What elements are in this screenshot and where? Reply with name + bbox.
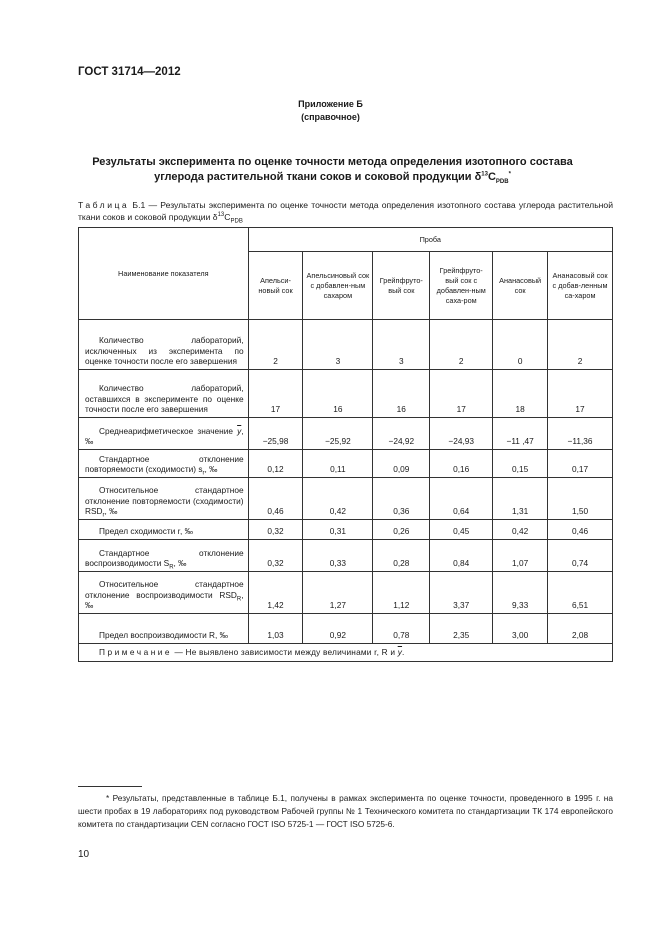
- header-indicator-name: Наименование показателя: [79, 228, 249, 320]
- value-cell: 0,64: [430, 478, 493, 520]
- row-label: Предел воспроизводимости R, ‰: [79, 614, 249, 644]
- value-cell: 17: [248, 370, 303, 418]
- value-cell: 2: [548, 320, 613, 370]
- row-label: Количество лабораторий, оставшихся в эксперименте по оценке точности после его завершения: [79, 370, 249, 418]
- table-note: Примечание — Не выявлено зависимости между величинами r, R и $\overline{y}$.: [79, 644, 613, 662]
- results-table: [78, 227, 613, 662]
- value-cell: 0,45: [430, 520, 493, 540]
- value-cell: 0,31: [303, 520, 373, 540]
- appendix-label: [0, 98, 661, 124]
- table-row: [79, 614, 613, 644]
- value-cell: 9,33: [493, 572, 548, 614]
- value-cell: 0,42: [303, 478, 373, 520]
- value-cell: −11 ,47: [493, 418, 548, 450]
- table-row: [79, 320, 613, 370]
- table-note-row: [79, 644, 613, 662]
- standard-header: ГОСТ 31714—2012: [78, 66, 181, 78]
- table-row: [79, 478, 613, 520]
- table-row: [79, 450, 613, 478]
- value-cell: 3,37: [430, 572, 493, 614]
- value-cell: 3,00: [493, 614, 548, 644]
- header-sample-4: Грейпфруто-вый сок с добавлен-ным саха-ром: [430, 252, 493, 320]
- value-cell: 2: [430, 320, 493, 370]
- row-label: Предел сходимости r, ‰: [79, 520, 249, 540]
- value-cell: 0,09: [373, 450, 430, 478]
- value-cell: 1,42: [248, 572, 303, 614]
- row-label: Относительное стандартное отклонение повторяемости (сходимости) $RSD_r$, ‰: [79, 478, 249, 520]
- value-cell: 0,46: [248, 478, 303, 520]
- value-cell: 0,17: [548, 450, 613, 478]
- header-sample-2: Апельсиновый сок с добавлен-ным сахаром: [303, 252, 373, 320]
- table-row: [79, 540, 613, 572]
- appendix-type: (справочное): [301, 112, 360, 122]
- footnote: * Результаты, представленные в таблице Б.1, получены в рамках эксперимента по оценке точности, проведенного в 1995 г. на шести пробах в 19 лабораториях под руководством Рабочей группы № 1 Технического комитета по стандартизации ТК 174 европейского комитета по стандартизации CEN согласно ГОСТ ISO 5725-1 — ГОСТ ISO 5725-6.: [78, 793, 613, 829]
- value-cell: 0,33: [303, 540, 373, 572]
- header-sample-group: Проба: [248, 228, 612, 252]
- value-cell: 0,92: [303, 614, 373, 644]
- value-cell: −25,92: [303, 418, 373, 450]
- value-cell: 0,74: [548, 540, 613, 572]
- header-sample-1: Апельси-новый сок: [248, 252, 303, 320]
- value-cell: 0,11: [303, 450, 373, 478]
- section-title: [70, 155, 595, 185]
- value-cell: 0,32: [248, 540, 303, 572]
- value-cell: 0,78: [373, 614, 430, 644]
- header-sample-3: Грейпфруто-вый сок: [373, 252, 430, 320]
- value-cell: 0,36: [373, 478, 430, 520]
- row-label: Среднеарифметическое значение $\overline{y}$, ‰: [79, 418, 249, 450]
- value-cell: 3: [303, 320, 373, 370]
- value-cell: 2,35: [430, 614, 493, 644]
- footnote-divider: [78, 786, 142, 787]
- table-row: [79, 370, 613, 418]
- header-sample-6: Ананасовый сок с добав-ленным са-харом: [548, 252, 613, 320]
- value-cell: 0,16: [430, 450, 493, 478]
- table-row: [79, 520, 613, 540]
- value-cell: 0,28: [373, 540, 430, 572]
- value-cell: 1,50: [548, 478, 613, 520]
- title-line-1: Результаты эксперимента по оценке точности метода определения изотопного состава: [92, 156, 573, 168]
- value-cell: −11,36: [548, 418, 613, 450]
- value-cell: 1,12: [373, 572, 430, 614]
- value-cell: 3: [373, 320, 430, 370]
- value-cell: 17: [430, 370, 493, 418]
- value-cell: 17: [548, 370, 613, 418]
- value-cell: 1,31: [493, 478, 548, 520]
- value-cell: 1,27: [303, 572, 373, 614]
- value-cell: 0,84: [430, 540, 493, 572]
- value-cell: 18: [493, 370, 548, 418]
- value-cell: 0,12: [248, 450, 303, 478]
- value-cell: 16: [373, 370, 430, 418]
- value-cell: 0,46: [548, 520, 613, 540]
- header-sample-5: Ананасовый сок: [493, 252, 548, 320]
- value-cell: 2,08: [548, 614, 613, 644]
- appendix-title: Приложение Б: [298, 99, 363, 109]
- value-cell: 2: [248, 320, 303, 370]
- value-cell: 0,42: [493, 520, 548, 540]
- value-cell: 1,07: [493, 540, 548, 572]
- table-row: [79, 572, 613, 614]
- row-label: Относительное стандартное отклонение воспроизводимости $RSD_R$, ‰: [79, 572, 249, 614]
- value-cell: −25,98: [248, 418, 303, 450]
- value-cell: 6,51: [548, 572, 613, 614]
- page-number: 10: [78, 849, 90, 860]
- row-label: Стандартное отклонение повторяемости (сходимости) $s_r$, ‰: [79, 450, 249, 478]
- row-label: Количество лабораторий, исключенных из эксперимента по оценке точности после его завершения: [79, 320, 249, 370]
- value-cell: 0,26: [373, 520, 430, 540]
- value-cell: 0: [493, 320, 548, 370]
- title-line-2: углерода растительной ткани соков и соковой продукции $\delta^{13}C_{PDB}^*$: [154, 171, 511, 186]
- value-cell: −24,92: [373, 418, 430, 450]
- table-caption: Таблица Б.1 — Результаты эксперимента по оценке точности метода определения изотопного состава углерода растительной ткани соков и соковой продукции $\delta^{13}C_{PDB}$: [78, 200, 613, 225]
- value-cell: 16: [303, 370, 373, 418]
- value-cell: −24,93: [430, 418, 493, 450]
- value-cell: 0,15: [493, 450, 548, 478]
- value-cell: 1,03: [248, 614, 303, 644]
- row-label: Стандартное отклонение воспроизводимости $S_R$, ‰: [79, 540, 249, 572]
- table-row: [79, 418, 613, 450]
- value-cell: 0,32: [248, 520, 303, 540]
